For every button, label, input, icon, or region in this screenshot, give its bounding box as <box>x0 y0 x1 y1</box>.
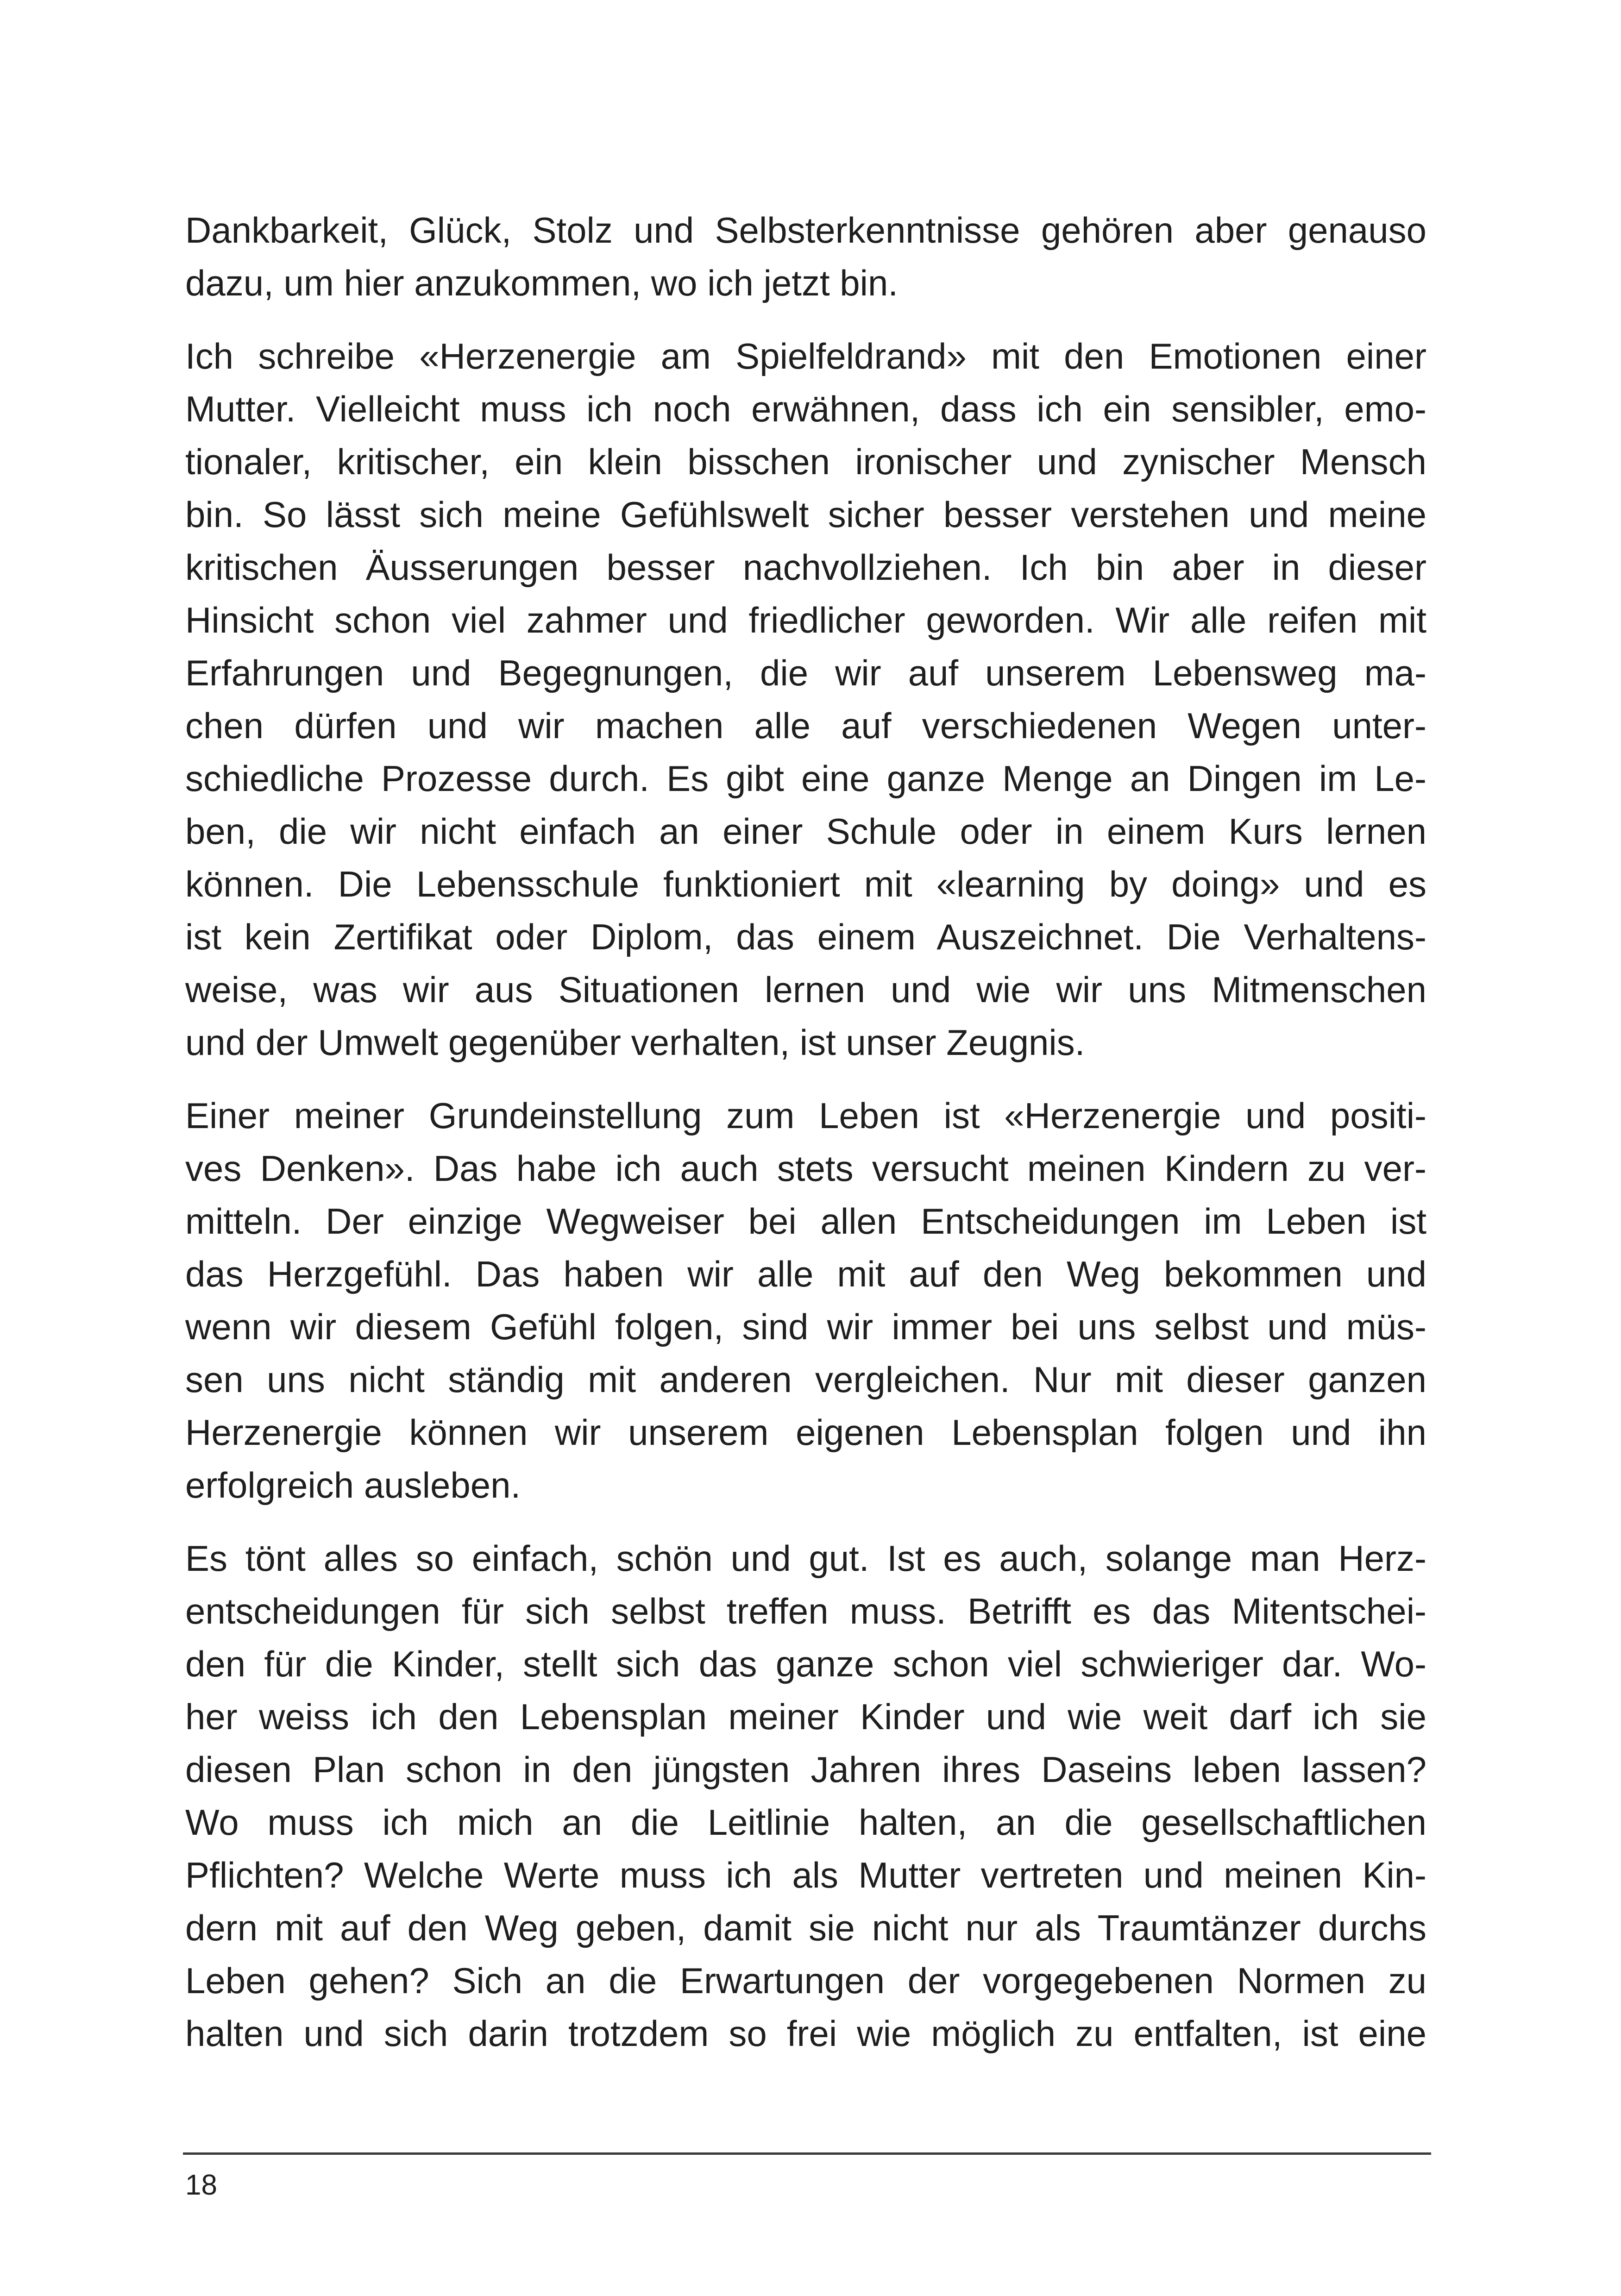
text-line: sen uns nicht ständig mit anderen vergleichen. Nur mit dieser ganzen <box>185 1359 1426 1400</box>
footer-divider <box>183 2152 1431 2155</box>
text-line: können. Die Lebensschule funktioniert mit «learning by doing» und es <box>185 864 1426 904</box>
text-line: dazu, um hier anzukommen, wo ich jetzt bin. <box>185 263 898 303</box>
text-line: tionaler, kritischer, ein klein bisschen ironischer und zynischer Mensch <box>185 441 1426 482</box>
text-line: Dankbarkeit, Glück, Stolz und Selbsterkenntnisse gehören aber genauso <box>185 210 1426 251</box>
text-line: wenn wir diesem Gefühl folgen, sind wir immer bei uns selbst und müs- <box>185 1306 1426 1347</box>
text-line: Pflichten? Welche Werte muss ich als Mutter vertreten und meinen Kin- <box>185 1855 1426 1895</box>
text-line: bin. So lässt sich meine Gefühlswelt sicher besser verstehen und meine <box>185 494 1426 535</box>
page-number: 18 <box>185 2169 217 2201</box>
text-line: Es tönt alles so einfach, schön und gut. Ist es auch, solange man Herz- <box>185 1538 1426 1579</box>
body-text <box>185 204 1426 2060</box>
text-line: kritischen Äusserungen besser nachvollziehen. Ich bin aber in dieser <box>185 547 1426 588</box>
text-line: dern mit auf den Weg geben, damit sie nicht nur als Traumtänzer durchs <box>185 1907 1426 1948</box>
text-line: Ich schreibe «Herzenergie am Spielfeldrand» mit den Emotionen einer <box>185 336 1426 376</box>
text-line: und der Umwelt gegenüber verhalten, ist unser Zeugnis. <box>185 1022 1085 1063</box>
text-line: Herzenergie können wir unserem eigenen Lebensplan folgen und ihn <box>185 1412 1426 1453</box>
text-line: Hinsicht schon viel zahmer und friedlicher geworden. Wir alle reifen mit <box>185 600 1426 640</box>
text-line: chen dürfen und wir machen alle auf verschiedenen Wegen unter- <box>185 705 1426 746</box>
text-line: Leben gehen? Sich an die Erwartungen der vorgegebenen Normen zu <box>185 1960 1426 2001</box>
text-line: halten und sich darin trotzdem so frei wie möglich zu entfalten, ist eine <box>185 2013 1426 2054</box>
text-line: das Herzgefühl. Das haben wir alle mit auf den Weg bekommen und <box>185 1254 1426 1294</box>
text-line: ves Denken». Das habe ich auch stets versucht meinen Kindern zu ver- <box>185 1148 1426 1189</box>
text-line: Mutter. Vielleicht muss ich noch erwähnen, dass ich ein sensibler, emo- <box>185 389 1426 429</box>
text-line: Erfahrungen und Begegnungen, die wir auf unserem Lebensweg ma- <box>185 652 1426 693</box>
paragraph-1 <box>185 204 1426 309</box>
text-line: Wo muss ich mich an die Leitlinie halten, an die gesellschaftlichen <box>185 1802 1426 1843</box>
text-line: her weiss ich den Lebensplan meiner Kinder und wie weit darf ich sie <box>185 1696 1426 1737</box>
text-line: ist kein Zertifikat oder Diplom, das einem Auszeichnet. Die Verhaltens- <box>185 916 1426 957</box>
text-line: weise, was wir aus Situationen lernen und wie wir uns Mitmenschen <box>185 969 1426 1010</box>
text-line: entscheidungen für sich selbst treffen muss. Betrifft es das Mitentschei- <box>185 1591 1426 1631</box>
text-line: Einer meiner Grundeinstellung zum Leben ist «Herzenergie und positi- <box>185 1095 1426 1136</box>
text-line: ben, die wir nicht einfach an einer Schule oder in einem Kurs lernen <box>185 811 1426 852</box>
text-line: schiedliche Prozesse durch. Es gibt eine ganze Menge an Dingen im Le- <box>185 758 1426 799</box>
paragraph-3 <box>185 1089 1426 1512</box>
text-line: mitteln. Der einzige Wegweiser bei allen Entscheidungen im Leben ist <box>185 1201 1426 1242</box>
text-line: diesen Plan schon in den jüngsten Jahren ihres Daseins leben lassen? <box>185 1749 1426 1790</box>
paragraph-2 <box>185 330 1426 1069</box>
text-line: erfolgreich ausleben. <box>185 1465 521 1506</box>
text-line: den für die Kinder, stellt sich das ganze schon viel schwieriger dar. Wo- <box>185 1644 1426 1684</box>
paragraph-4 <box>185 1532 1426 2060</box>
